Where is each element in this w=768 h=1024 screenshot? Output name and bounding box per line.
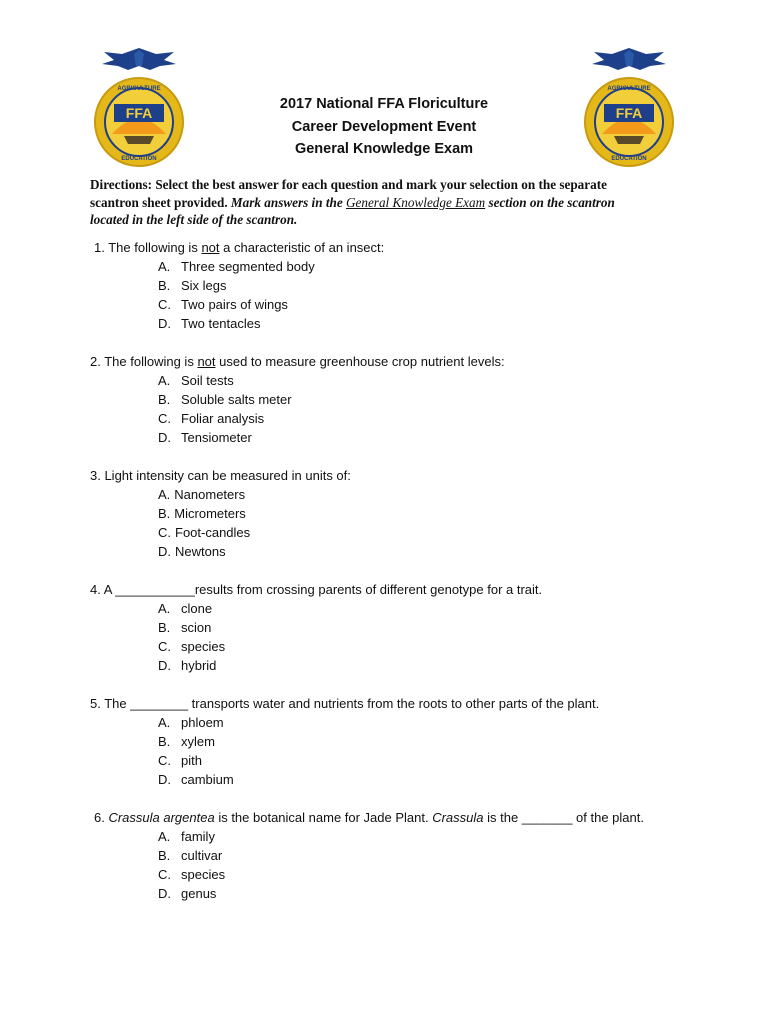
directions	[90, 176, 650, 229]
question-stem: 3. Light intensity can be measured in units of:	[90, 468, 351, 483]
question-3	[90, 466, 730, 561]
option-c: C. Foot-candles	[158, 525, 251, 540]
question-4	[90, 580, 730, 675]
option-a: A. phloem	[158, 715, 224, 730]
option-b: B. xylem	[158, 734, 215, 749]
svg-text:EDUCATION: EDUCATION	[121, 156, 157, 162]
question-5	[90, 694, 730, 789]
option-c: C. pith	[158, 753, 202, 768]
option-a: A. family	[158, 829, 215, 844]
question-stem: 2. The following is not used to measure greenhouse crop nutrient levels:	[90, 354, 505, 369]
svg-text:AGRICULTURE: AGRICULTURE	[607, 86, 651, 92]
question-stem: 1. The following is not a characteristic of an insect:	[94, 240, 385, 255]
directions-section-name: General Knowledge Exam	[345, 194, 486, 210]
option-b: B. Micrometers	[158, 506, 246, 521]
question-stem: 6. Crassula argentea is the botanical name for Jade Plant. Crassula is the _______ of the plant.	[94, 810, 644, 825]
svg-text:AGRICULTURE: AGRICULTURE	[117, 86, 161, 92]
directions-mark-answers: Mark answers in the	[230, 194, 346, 210]
option-c: C. species	[158, 867, 226, 882]
option-c: C. Two pairs of wings	[158, 297, 288, 312]
question-stem: 5. The ________ transports water and nutrients from the roots to other parts of the plant.	[90, 696, 600, 711]
option-a: A. clone	[158, 601, 213, 616]
header-line-1: 2017 National FFA Floriculture	[279, 96, 489, 112]
header-line-3: General Knowledge Exam	[294, 141, 474, 157]
svg-text:FFA: FFA	[615, 105, 643, 121]
question-6	[90, 808, 730, 903]
option-b: B. scion	[158, 620, 212, 635]
eagle-icon	[102, 48, 176, 70]
svg-text:FFA: FFA	[125, 105, 153, 121]
option-c: C. Foliar analysis	[158, 411, 265, 426]
question-1	[90, 238, 730, 333]
option-d: D. hybrid	[158, 658, 217, 673]
question-list	[90, 238, 730, 922]
option-b: B. Six legs	[158, 278, 227, 293]
option-a: A. Nanometers	[158, 487, 246, 502]
option-a: A. Soil tests	[158, 373, 234, 388]
option-d: D. Tensiometer	[158, 430, 252, 445]
question-stem: 4. A ___________results from crossing parents of different genotype for a trait.	[90, 582, 543, 597]
option-c: C. species	[158, 639, 226, 654]
question-2	[90, 352, 730, 447]
option-a: A. Three segmented body	[158, 259, 315, 274]
directions-text: Directions: Select the best answer for each question and mark your selection on the separate scantron sheet provided.	[90, 177, 607, 210]
eagle-icon	[592, 48, 666, 70]
exam-header	[0, 93, 768, 161]
directions-location: section on the scantron located in the left side of the scantron.	[90, 194, 615, 227]
svg-text:EDUCATION: EDUCATION	[611, 156, 647, 162]
option-d: D. Newtons	[158, 544, 226, 559]
header-line-2: Career Development Event	[291, 118, 477, 135]
option-b: B. Soluble salts meter	[158, 392, 292, 407]
option-d: D. cambium	[158, 772, 234, 787]
option-d: D. genus	[158, 886, 217, 901]
option-b: B. cultivar	[158, 848, 223, 863]
option-d: D. Two tentacles	[158, 316, 261, 331]
